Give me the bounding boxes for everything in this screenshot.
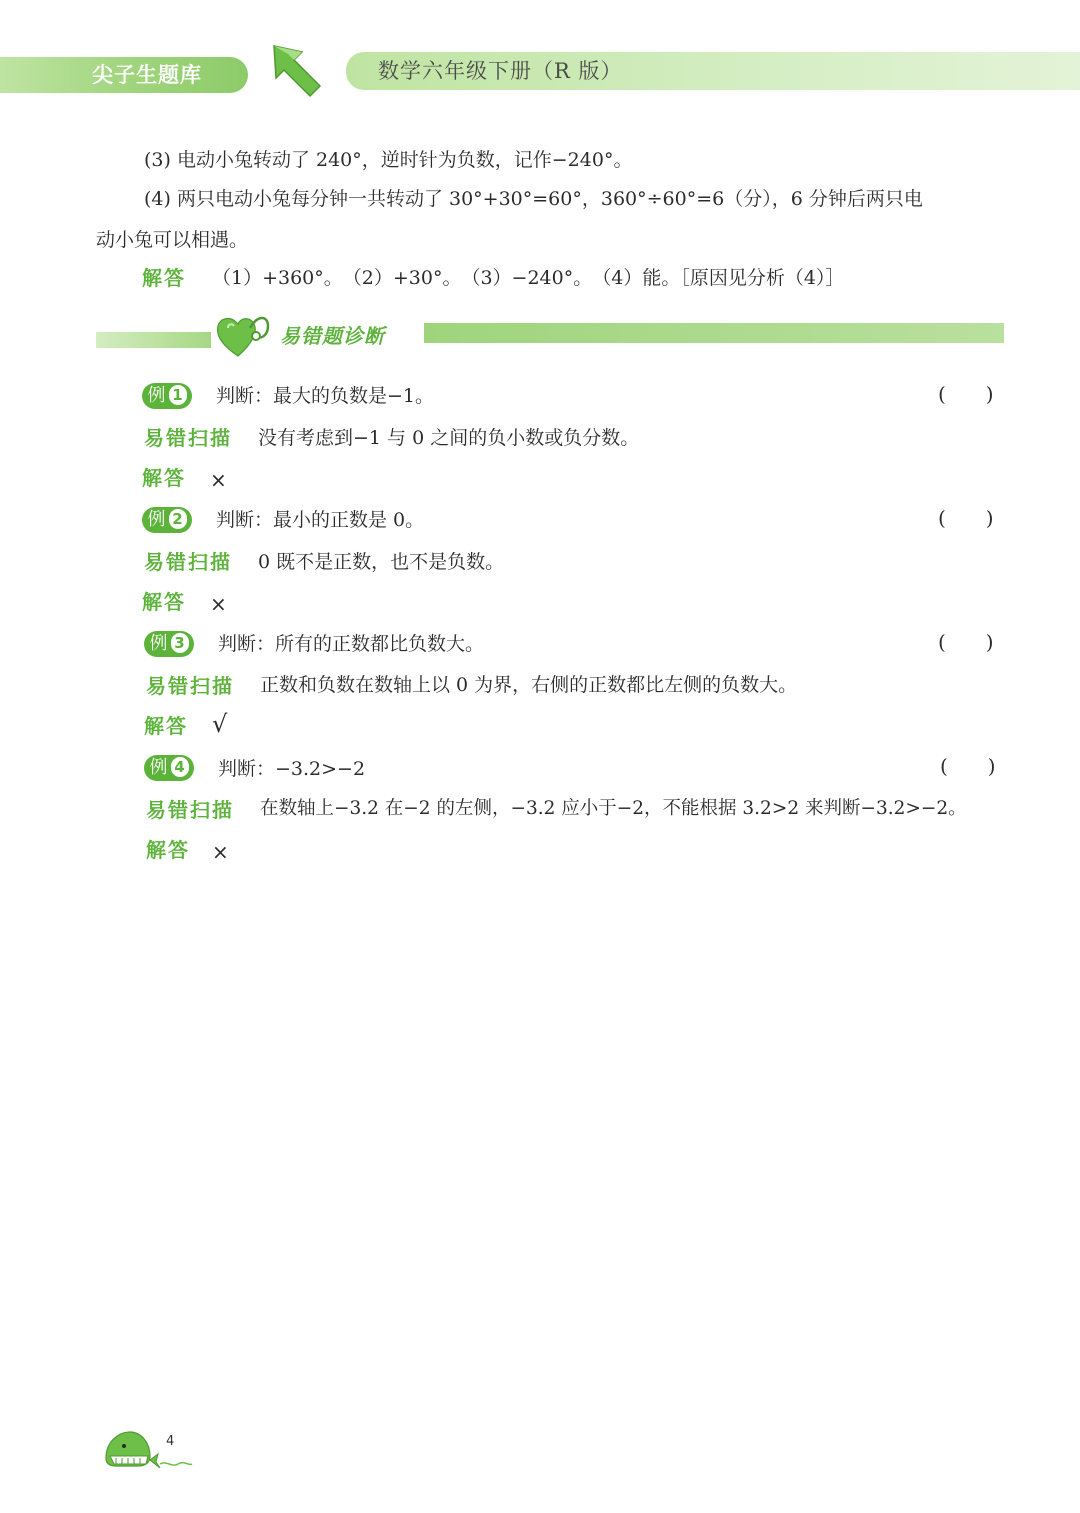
example-3-answer-blank: ( ) (938, 630, 994, 654)
solution-line-4a: (4) 两只电动小兔每分钟一共转动了 30°+30°=60°，360°÷60°=6（分），6 分钟后两只电 (144, 188, 923, 210)
example-4-answer: × (212, 840, 229, 864)
badge-number: 3 (171, 633, 189, 653)
badge-text: 例 (147, 509, 166, 530)
badge-number: 4 (171, 757, 189, 777)
badge-text: 例 (149, 757, 168, 778)
example-1-answer-label: 解答 (142, 466, 186, 490)
example-2-question: 判断：最小的正数是 0。 (216, 509, 425, 531)
solution-line-4b: 动小兔可以相遇。 (96, 229, 249, 251)
example-2-scan-text: 0 既不是正数，也不是负数。 (258, 551, 505, 573)
badge-number: 1 (169, 385, 187, 405)
example-badge-3 (144, 631, 194, 657)
example-4-answer-blank: ( ) (940, 754, 996, 778)
example-badge-4 (144, 755, 194, 781)
arrow-icon (268, 42, 326, 98)
section-title: 易错题诊断 (280, 324, 385, 348)
example-1-answer-blank: ( ) (938, 382, 994, 406)
badge-text: 例 (147, 385, 166, 406)
example-badge-2 (142, 507, 192, 533)
example-1-scan-text: 没有考虑到−1 与 0 之间的负小数或负分数。 (258, 427, 640, 449)
example-1-question: 判断：最大的负数是−1。 (216, 385, 435, 407)
example-1-answer: × (210, 468, 227, 492)
example-4-question: 判断：−3.2>−2 (218, 758, 366, 780)
example-2-answer: × (210, 592, 227, 616)
badge-number: 2 (169, 509, 187, 529)
example-3-scan-label: 易错扫描 (146, 674, 234, 698)
example-2-answer-label: 解答 (142, 590, 186, 614)
section-bar-right (424, 323, 1004, 343)
badge-text: 例 (149, 633, 168, 654)
example-2-scan-label: 易错扫描 (144, 550, 232, 574)
example-badge-1 (142, 383, 192, 409)
book-title: 数学六年级下册（R 版） (378, 59, 623, 83)
example-3-question: 判断：所有的正数都比负数大。 (218, 633, 485, 655)
example-1-scan-label: 易错扫描 (144, 426, 232, 450)
answer-label: 解答 (142, 266, 186, 290)
example-2-answer-blank: ( ) (938, 506, 994, 530)
answer-text: （1）+360°。 （2）+30°。 （3）−240°。 （4）能。［原因见分析（4）］ (212, 267, 845, 289)
example-4-answer-label: 解答 (146, 838, 190, 862)
page-number: 4 (166, 1434, 175, 1449)
example-3-scan-text: 正数和负数在数轴上以 0 为界，右侧的正数都比左侧的负数大。 (260, 674, 798, 696)
whale-icon (102, 1422, 194, 1472)
solution-line-3: (3) 电动小兔转动了 240°，逆时针为负数，记作−240°。 (144, 149, 633, 171)
example-4-scan-label: 易错扫描 (146, 798, 234, 822)
example-3-answer: √ (212, 710, 228, 738)
heart-stethoscope-icon (214, 306, 276, 360)
series-title: 尖子生题库 (92, 63, 202, 87)
example-4-scan-text: 在数轴上−3.2 在−2 的左侧，−3.2 应小于−2，不能根据 3.2>2 来判断−3.2>−2。 (260, 798, 967, 819)
section-bar-left (96, 332, 211, 348)
example-3-answer-label: 解答 (144, 714, 188, 738)
